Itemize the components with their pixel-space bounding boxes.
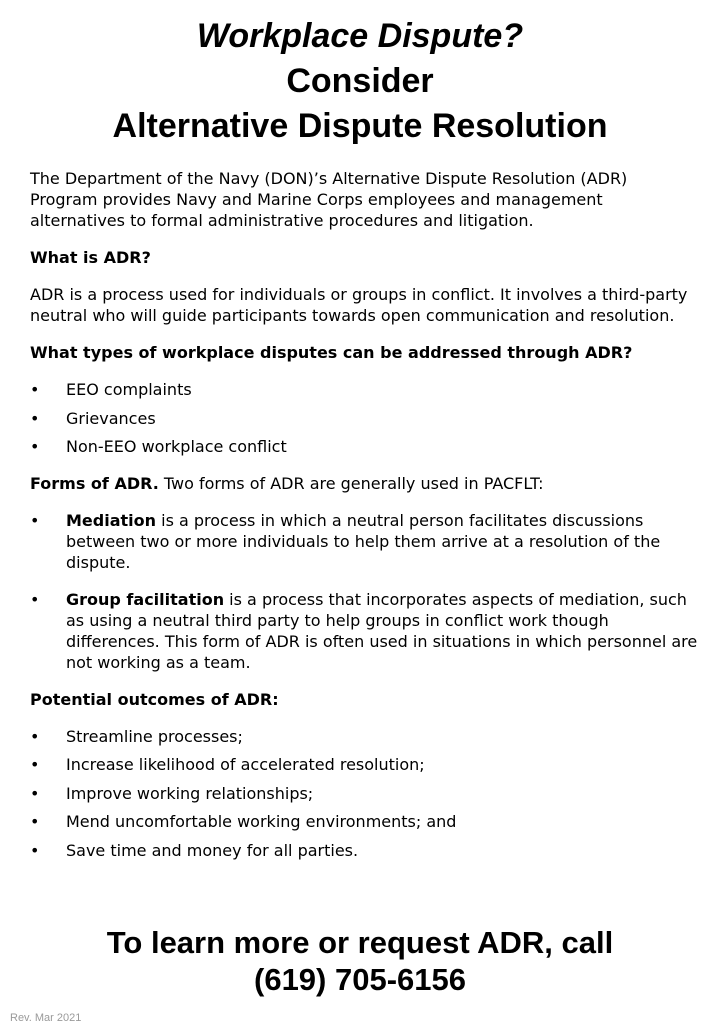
list-item: • Increase likelihood of accelerated resolution; xyxy=(30,755,425,774)
flyer-title xyxy=(0,14,720,149)
list-item: • Grievances xyxy=(30,408,156,428)
list-item-group-facilitation xyxy=(30,589,698,673)
bullet-icon: • xyxy=(30,755,40,774)
list-item: • Mend uncomfortable working environments; and xyxy=(30,812,457,831)
forms-heading: Forms of ADR. xyxy=(30,473,159,493)
form-description: is a process in which a neutral person facilitates discussions between two or more individuals to help them arrive at a resolution of the dispute. xyxy=(66,510,661,572)
bullet-icon: • xyxy=(30,510,40,530)
list-item: • Non-EEO workplace conflict xyxy=(30,437,287,456)
list-item-mediation xyxy=(30,510,698,573)
title-line-1: Workplace Dispute? xyxy=(196,17,524,55)
forms-intro: Two forms of ADR are generally used in PACFLT: xyxy=(158,473,544,493)
list-item: • Improve working relationships; xyxy=(30,783,314,803)
bullet-icon: • xyxy=(30,812,40,831)
revision-note: Rev. Mar 2021 xyxy=(10,1012,82,1024)
flyer-body xyxy=(30,168,698,868)
bullet-icon: • xyxy=(30,437,40,456)
list-item: • Streamline processes; xyxy=(30,726,243,746)
form-term: Mediation xyxy=(66,510,157,530)
what-is-heading: What is ADR? xyxy=(30,248,151,267)
forms-list xyxy=(30,510,698,673)
title-line-2: Consider xyxy=(286,62,434,100)
bullet-icon: • xyxy=(30,840,40,860)
bullet-icon: • xyxy=(30,408,40,428)
intro-paragraph: The Department of the Navy (DON)’s Alternative Dispute Resolution (ADR) Program provides Navy and Marine Corps employees and management alternatives to formal administrative procedures and litigation. xyxy=(30,169,628,230)
outcomes-list xyxy=(30,726,698,869)
list-item: • EEO complaints xyxy=(30,380,192,399)
bullet-icon: • xyxy=(30,783,40,803)
bullet-icon: • xyxy=(30,589,40,609)
call-to-action xyxy=(0,924,720,998)
phone-number: (619) 705-6156 xyxy=(254,962,466,997)
outcomes-heading: Potential outcomes of ADR: xyxy=(30,689,279,709)
form-description: is a process that incorporates aspects of mediation, such as using a neutral third party to help groups in conflict work though differences. This form of ADR is often used in situations in which personnel are not working as a team. xyxy=(66,589,698,672)
cta-line: To learn more or request ADR, call xyxy=(106,925,614,960)
list-item: • Save time and money for all parties. xyxy=(30,840,359,860)
bullet-icon: • xyxy=(30,726,40,746)
forms-paragraph xyxy=(30,473,698,494)
form-term: Group facilitation xyxy=(66,589,225,609)
bullet-icon: • xyxy=(30,380,40,399)
what-is-paragraph: ADR is a process used for individuals or groups in conflict. It involves a third-party neutral who will guide participants towards open communication and resolution. xyxy=(30,285,688,325)
types-list xyxy=(30,379,698,465)
title-line-3: Alternative Dispute Resolution xyxy=(112,107,608,145)
types-heading: What types of workplace disputes can be addressed through ADR? xyxy=(30,343,633,362)
